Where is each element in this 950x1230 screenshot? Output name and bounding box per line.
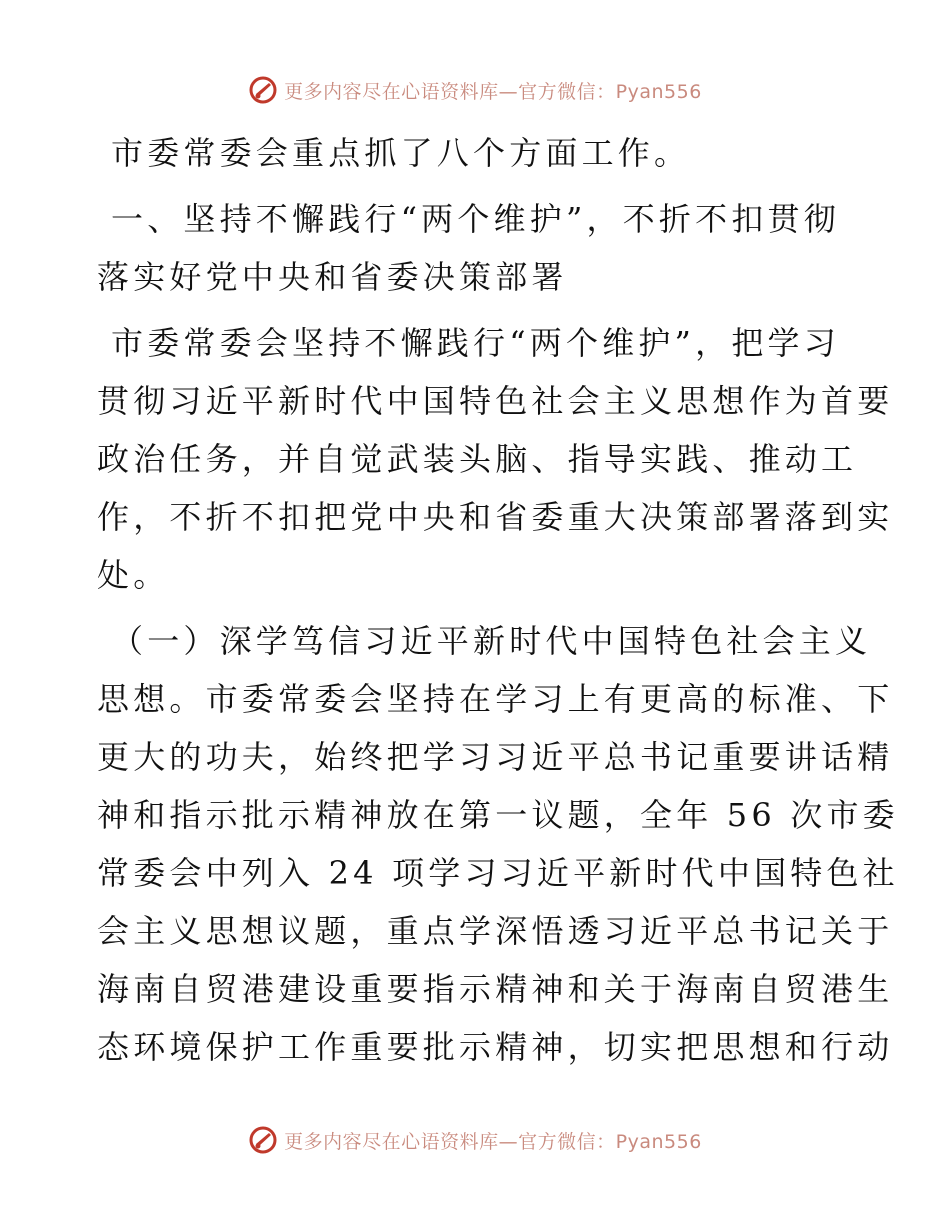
paragraph-intro	[97, 124, 857, 182]
section-heading-1	[97, 190, 857, 306]
paragraph-body-1	[97, 314, 894, 604]
watermark-text: 更多内容尽在心语资料库—官方微信：Pyan556	[284, 80, 702, 103]
seal-logo-icon	[248, 1125, 278, 1155]
text-line: 更大的功夫，始终把学习习近平总书记重要讲话精	[97, 738, 894, 776]
text-line: 市委常委会坚持不懈践行“两个维护”，把学习	[111, 324, 840, 362]
text-line: （一）深学笃信习近平新时代中国特色社会主义	[111, 622, 872, 660]
text-line: 常委会中列入 24 项学习习近平新时代中国特色社	[97, 854, 899, 892]
text-line: 市委常委会重点抓了八个方面工作。	[111, 134, 691, 172]
paragraph-body-2	[97, 612, 899, 1076]
text-line: 神和指示批示精神放在第一议题，全年 56 次市委	[97, 796, 899, 834]
text-line: 态环境保护工作重要批示精神，切实把思想和行动	[97, 1028, 894, 1066]
watermark-header	[0, 70, 950, 110]
text-line: 作，不折不扣把党中央和省委重大决策部署落到实	[97, 498, 894, 536]
watermark-text: 更多内容尽在心语资料库—官方微信：Pyan556	[284, 1130, 702, 1153]
text-line: 一、坚持不懈践行“两个维护”，不折不扣贯彻	[111, 200, 840, 238]
text-line: 贯彻习近平新时代中国特色社会主义思想作为首要	[97, 382, 894, 420]
document-body	[97, 124, 899, 1076]
text-line: 处。	[97, 556, 170, 594]
text-line: 思想。市委常委会坚持在学习上有更高的标准、下	[97, 680, 894, 718]
text-line: 会主义思想议题，重点学深悟透习近平总书记关于	[97, 912, 894, 950]
text-line: 政治任务，并自觉武装头脑、指导实践、推动工	[97, 440, 858, 478]
watermark-footer	[0, 1120, 950, 1160]
seal-logo-icon	[248, 75, 278, 105]
text-line: 落实好党中央和省委决策部署	[97, 258, 568, 296]
text-line: 海南自贸港建设重要指示精神和关于海南自贸港生	[97, 970, 894, 1008]
